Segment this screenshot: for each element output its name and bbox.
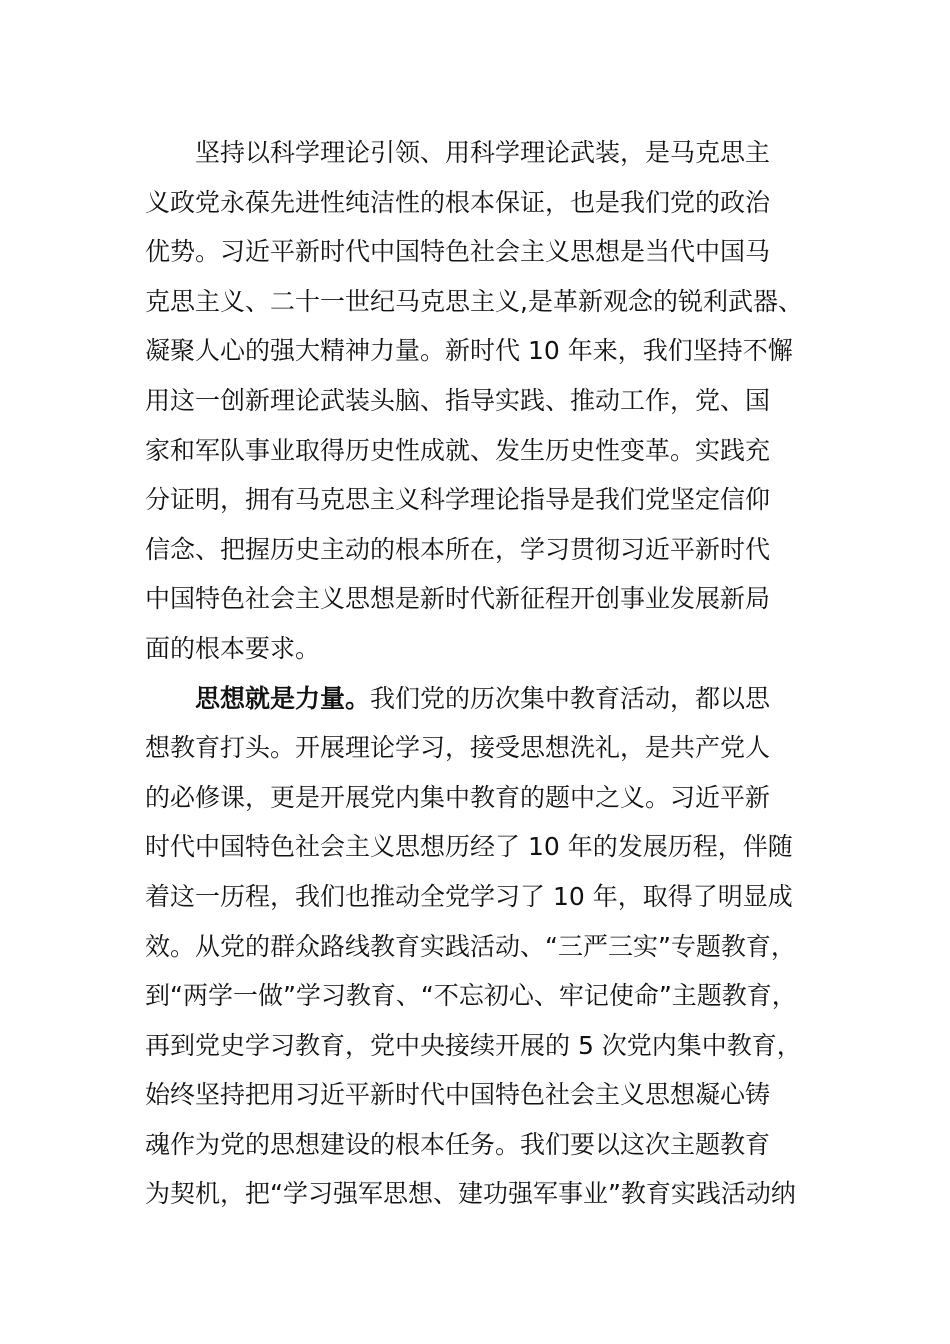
text-line: 到“两学一做”学习教育、“不忘初心、牢记使命”主题教育， bbox=[145, 981, 797, 1011]
text-line: 再到党史学习教育，党中央接续开展的 5 次党内集中教育， bbox=[145, 1030, 802, 1060]
text-line: 家和军队事业取得历史性成就、发生历史性变革。实践充 bbox=[145, 435, 771, 465]
text-line: 义政党永葆先进性纯洁性的根本保证，也是我们党的政治 bbox=[145, 187, 771, 217]
text-line bbox=[145, 674, 835, 724]
text-line: 魂作为党的思想建设的根本任务。我们要以这次主题教育 bbox=[145, 1129, 771, 1159]
text-line: 克思主义、二十一世纪马克思主义,是革新观念的锐利武器、 bbox=[145, 286, 803, 316]
text-line: 分证明，拥有马克思主义科学理论指导是我们党坚定信仰 bbox=[145, 485, 771, 515]
text-line: 效。从党的群众路线教育实践活动、“三严三实”专题教育， bbox=[145, 931, 796, 961]
text-line: 坚持以科学理论引领、用科学理论武装，是马克思主 bbox=[195, 138, 771, 167]
text-line: 着这一历程，我们也推动全党学习了 10 年，取得了明显成 bbox=[145, 881, 793, 911]
text-line: 凝聚人心的强大精神力量。新时代 10 年来，我们坚持不懈 bbox=[145, 336, 793, 366]
text-line: 想教育打头。开展理论学习，接受思想洗礼，是共产党人 bbox=[145, 733, 771, 763]
text-line: 优势。习近平新时代中国特色社会主义思想是当代中国马 bbox=[145, 237, 771, 267]
text-line: 的必修课，更是开展党内集中教育的题中之义。习近平新 bbox=[145, 782, 771, 812]
paragraph-2 bbox=[145, 674, 835, 1220]
text-line: 始终坚持把用习近平新时代中国特色社会主义思想凝心铸 bbox=[145, 1080, 771, 1110]
text-line: 信念、把握历史主动的根本所在，学习贯彻习近平新时代 bbox=[145, 534, 771, 564]
text-line: 中国特色社会主义思想是新时代新征程开创事业发展新局 bbox=[145, 584, 771, 614]
text-line: 面的根本要求。 bbox=[145, 633, 321, 663]
text-line: 时代中国特色社会主义思想历经了 10 年的发展历程，伴随 bbox=[145, 832, 793, 862]
text-line: 用这一创新理论武装头脑、指导实践、推动工作，党、国 bbox=[145, 385, 771, 415]
paragraph-lead-heading: 思想就是力量。 bbox=[195, 683, 371, 713]
paragraph-1 bbox=[145, 128, 835, 674]
text-line: 为契机，把“学习强军思想、建功强军事业”教育实践活动纳 bbox=[145, 1179, 796, 1209]
document-body bbox=[145, 128, 835, 1219]
paragraph-lead-text: 我们党的历次集中教育活动，都以思 bbox=[370, 683, 771, 713]
